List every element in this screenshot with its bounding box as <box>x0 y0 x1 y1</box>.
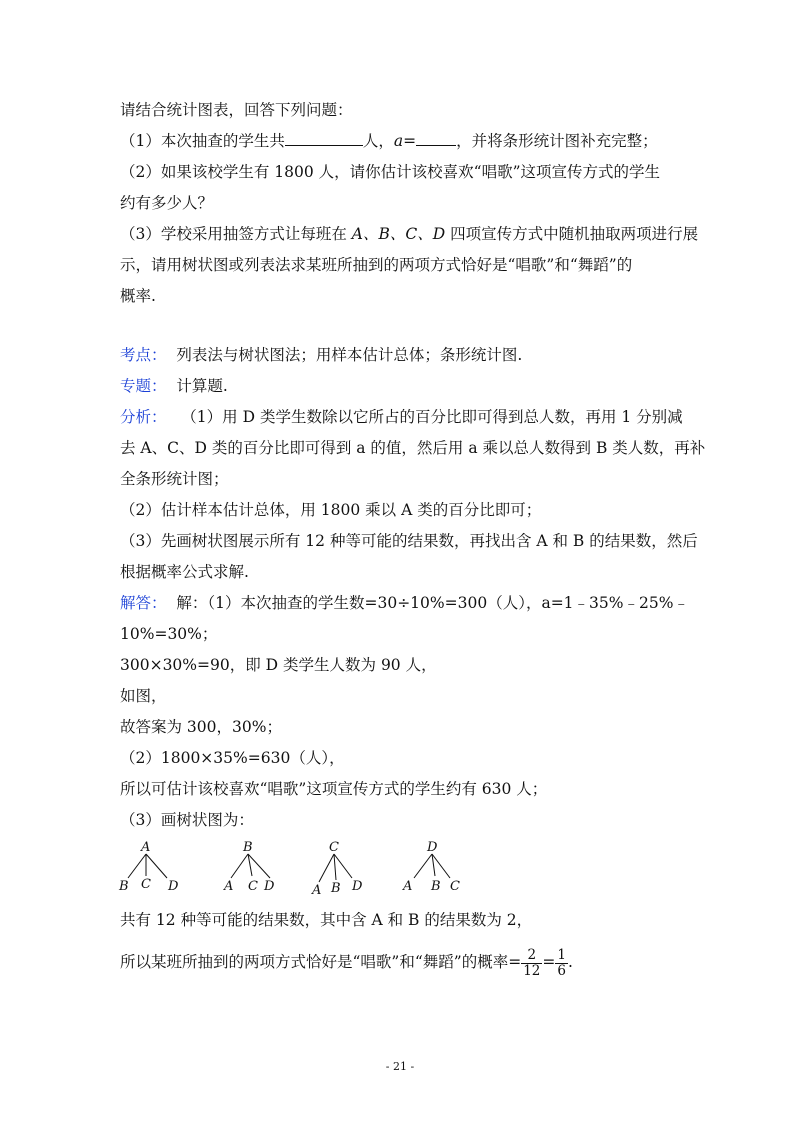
question-intro: 请结合统计图表，回答下列问题： <box>120 101 353 119</box>
answer-line10-text: 所以某班所抽到的两项方式恰好是“唱歌”和“舞蹈”的概率= <box>120 953 522 971</box>
tree-c-child-1: A <box>312 883 322 898</box>
tree-b-child-3: D <box>264 879 275 894</box>
fenxi-line1: （1）用 D 类学生数除以它所占的百分比即可得到总人数，再用 1 分别减 <box>181 408 683 426</box>
tree-diagram-d <box>398 838 473 900</box>
answer-end-period: . <box>567 953 573 971</box>
fraction-2-12 <box>521 948 542 979</box>
fraction-1-6-denominator: 6 <box>557 962 566 979</box>
zhuanti-text: 计算题. <box>176 377 228 395</box>
jieda-label: 解答： <box>120 594 167 612</box>
q1-blank-total <box>285 131 363 146</box>
q3-vars: A、B、C、D <box>351 225 446 243</box>
kaodian-label: 考点： <box>120 346 167 364</box>
fraction-1-6 <box>555 948 568 979</box>
tree-d-child-3: C <box>450 879 460 894</box>
tree-a-child-1: B <box>119 879 129 894</box>
tree-c-svg <box>308 838 383 896</box>
fenxi-line4: （2）估计样本估计总体，用 1800 乘以 A 类的百分比即可； <box>120 501 542 519</box>
answer-line2: 10%=30%； <box>120 625 218 643</box>
jieda-row <box>120 593 689 613</box>
tree-d-root: D <box>427 840 438 855</box>
answer-line9: 共有 12 种等可能的结果数，其中含 A 和 B 的结果数为 2， <box>120 911 533 929</box>
answer-line8: （3）画树状图为： <box>120 811 254 829</box>
tree-a-child-3: D <box>168 879 179 894</box>
q1-var-a: a <box>393 132 404 150</box>
q1-text-b: 人， <box>362 132 394 150</box>
question-3-line2: 示，请用树状图或列表法求某班所抽到的两项方式恰好是“唱歌”和“舞蹈”的 <box>120 256 633 274</box>
fenxi-line5: （3）先画树状图展示所有 12 种等可能的结果数，再找出含 A 和 B 的结果数，然后 <box>120 532 698 550</box>
answer-line6: （2）1800×35%=630（人）， <box>120 749 345 767</box>
tree-b-svg <box>220 838 295 896</box>
fenxi-line6: 根据概率公式求解. <box>120 563 249 581</box>
fraction-2-12-numerator: 2 <box>521 948 542 964</box>
page-number: - 21 - <box>385 1060 415 1073</box>
tree-c-child-3: D <box>352 879 363 894</box>
answer-line1: 解：（1）本次抽查的学生数=30÷10%=300（人），a=1﹣35%﹣25%﹣ <box>176 594 689 612</box>
tree-a-svg <box>115 838 190 896</box>
fenxi-line3: 全条形统计图； <box>120 470 229 488</box>
tree-diagram-b <box>220 838 295 900</box>
answer-line4: 如图， <box>120 687 167 705</box>
q1-eq: = <box>403 132 417 150</box>
question-2-line2: 约有多少人？ <box>120 194 214 212</box>
fraction-1-6-numerator: 1 <box>557 946 566 963</box>
q1-text-a: （1）本次抽查的学生共 <box>120 132 285 150</box>
fenxi-label: 分析： <box>120 408 167 426</box>
q3-text-a: （3）学校采用抽签方式让每班在 <box>120 225 352 243</box>
tree-b-child-2: C <box>248 879 258 894</box>
answer-line5: 故答案为 300，30%； <box>120 718 282 736</box>
tree-d-child-2: B <box>431 879 441 894</box>
question-1 <box>120 131 658 151</box>
tree-a-root: A <box>141 840 151 855</box>
q1-text-c: ，并将条形统计图补充完整； <box>456 132 658 150</box>
tree-c-child-2: B <box>331 881 341 896</box>
tree-d-svg <box>398 838 473 896</box>
tree-c-root: C <box>329 840 339 855</box>
question-3-line3: 概率. <box>120 287 156 305</box>
answer-line10 <box>120 945 573 979</box>
answer-line3: 300×30%=90，即 D 类学生人数为 90 人， <box>120 656 437 674</box>
fraction-equals: = <box>542 953 556 971</box>
fenxi-line2: 去 A、C、D 类的百分比即可得到 a 的值，然后用 a 乘以总人数得到 B 类人数，再补 <box>120 439 706 457</box>
tree-a-child-2: C <box>141 877 151 892</box>
fenxi-row <box>120 407 683 427</box>
zhuanti-label: 专题： <box>120 377 167 395</box>
zhuanti-row <box>120 376 228 396</box>
tree-b-root: B <box>243 840 253 855</box>
fraction-2-12-denominator: 12 <box>523 962 541 979</box>
question-3-line1 <box>120 224 698 244</box>
question-2-line1: （2）如果该校学生有 1800 人，请你估计该校喜欢“唱歌”这项宣传方式的学生 <box>120 163 661 181</box>
q1-blank-a <box>416 131 456 146</box>
tree-diagram-a <box>115 838 190 900</box>
kaodian-row <box>120 345 522 365</box>
q3-text-b: 四项宣传方式中随机抽取两项进行展 <box>445 225 699 243</box>
tree-b-child-1: A <box>224 879 234 894</box>
tree-d-child-1: A <box>403 879 413 894</box>
answer-line7: 所以可估计该校喜欢“唱歌”这项宣传方式的学生约有 630 人； <box>120 780 548 798</box>
kaodian-text: 列表法与树状图法；用样本估计总体；条形统计图. <box>176 346 523 364</box>
tree-diagram-c <box>308 838 383 900</box>
